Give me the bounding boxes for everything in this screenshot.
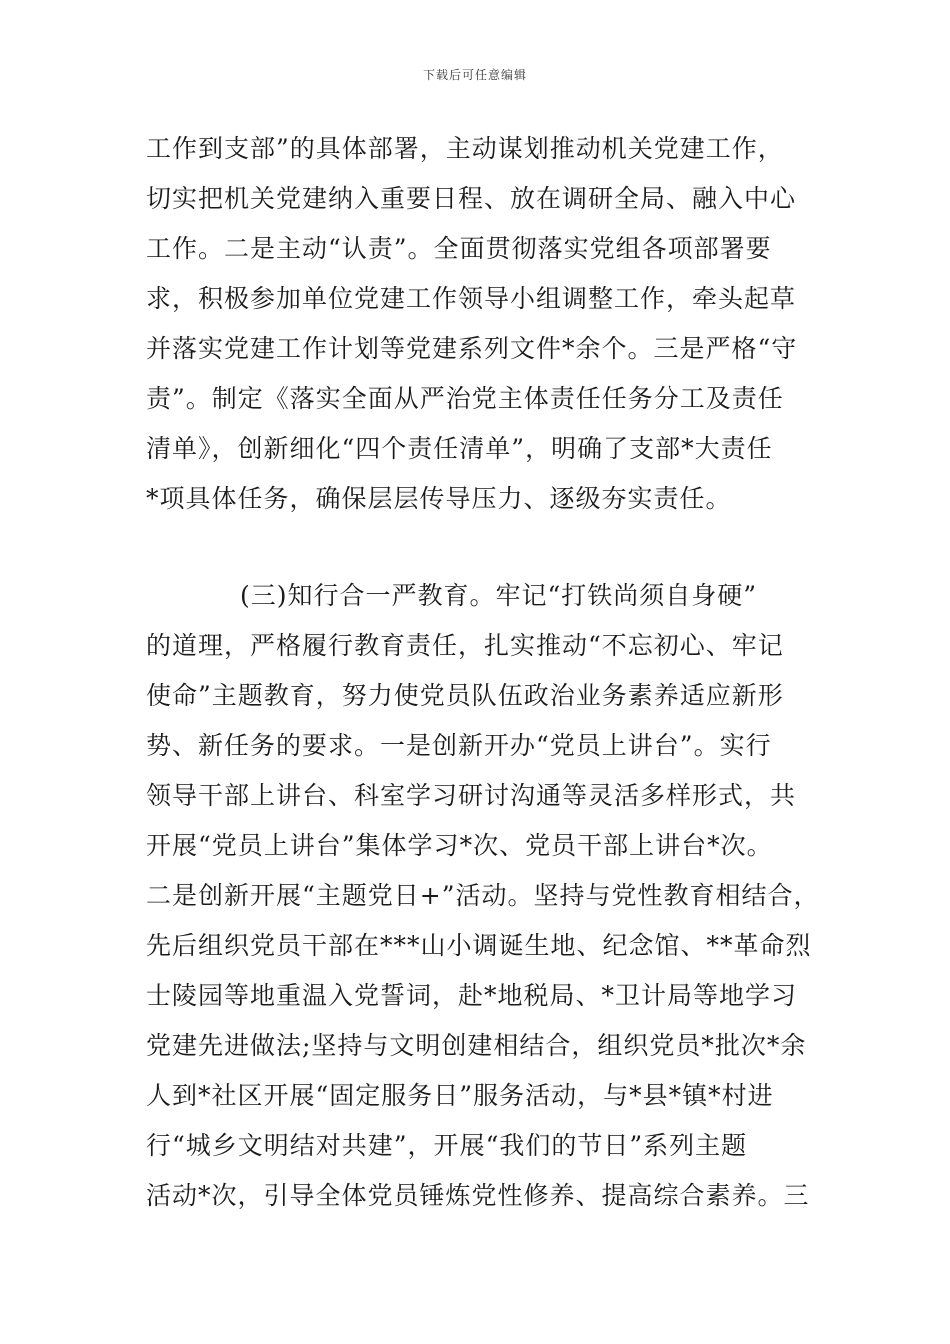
- text-line: 士陵园等地重温入党誓词，赴*地税局、*卫计局等地学习: [146, 981, 798, 1010]
- text-line: *项具体任务，确保层层传导压力、逐级夯实责任。: [146, 484, 732, 513]
- paragraph-education: [146, 571, 820, 1221]
- text-line: 人到*社区开展“固定服务日”服务活动，与*县*镇*村进: [146, 1081, 774, 1110]
- text-line: 使命”主题教育，努力使党员队伍政治业务素养适应新形: [146, 681, 784, 710]
- text-line: 求，积极参加单位党建工作领导小组调整工作，牵头起草: [146, 284, 797, 313]
- text-line: 责”。制定《落实全面从严治党主体责任任务分工及责任: [146, 384, 784, 413]
- text-line: 领导干部上讲台、科室学习研讨沟通等灵活多样形式，共: [146, 781, 797, 810]
- text-line: 二是创新开展“主题党日+”活动。坚持与党性教育相结合，: [146, 881, 820, 910]
- text-line: 势、新任务的要求。一是创新开办“党员上讲台”。实行: [146, 731, 772, 760]
- text-line: 切实把机关党建纳入重要日程、放在调研全局、融入中心: [146, 184, 797, 213]
- text-line: 的道理，严格履行教育责任，扎实推动“不忘初心、牢记: [146, 631, 784, 660]
- page-header: 下载后可任意编辑: [422, 68, 527, 82]
- text-line: 工作到支部”的具体部署，主动谋划推动机关党建工作，: [146, 134, 784, 163]
- text-line: 活动*次，引导全体党员锤炼党性修养、提高综合素养。三: [146, 1181, 810, 1210]
- text-line: 清单》，创新细化“四个责任清单”，明确了支部*大责任: [146, 434, 773, 463]
- text-line: 行“城乡文明结对共建”，开展“我们的节日”系列主题: [146, 1131, 748, 1160]
- section-heading-line: (三)知行合一严教育。牢记“打铁尚须自身硬”: [240, 581, 758, 610]
- text-line: 开展“党员上讲台”集体学习*次、党员干部上讲台*次。: [146, 831, 773, 860]
- text-line: 并落实党建工作计划等党建系列文件*余个。三是严格“守: [146, 334, 798, 363]
- paragraph-responsibility: [146, 124, 811, 524]
- text-line: 工作。二是主动“认责”。全面贯彻落实党组各项部署要: [146, 234, 772, 263]
- text-line: 先后组织党员干部在***山小调诞生地、纪念馆、**革命烈: [146, 931, 812, 960]
- text-line: 党建先进做法;坚持与文明创建相结合，组织党员*批次*余: [146, 1031, 807, 1060]
